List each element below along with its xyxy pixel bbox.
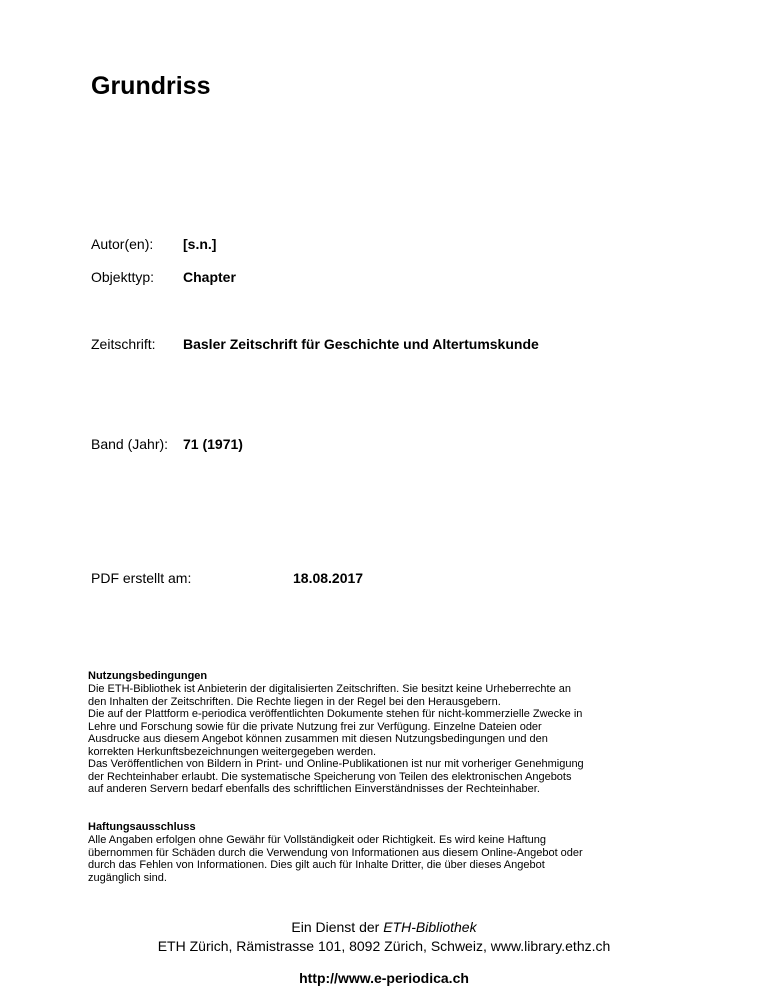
volume-value: 71 (1971) [183, 436, 243, 452]
library-address: ETH Zürich, Rämistrasse 101, 8092 Zürich, Schweiz, www.library.ethz.ch [157, 938, 611, 954]
volume-label: Band (Jahr): [91, 436, 169, 452]
usage-terms-line: auf anderen Servern bedarf ebenfalls des schriftlichen Einverständnisses der Rechteinhaber. [88, 783, 540, 795]
type-label: Objekttyp: [91, 269, 155, 285]
author-label: Autor(en): [91, 236, 154, 252]
usage-terms-line: der Rechteinhaber erlaubt. Die systematische Speicherung von Teilen des elektronischen Angebots [88, 770, 572, 783]
pdf-created-label: PDF erstellt am: [91, 570, 192, 586]
service-credit [0, 918, 768, 936]
service-library-name: ETH-Bibliothek [383, 919, 477, 935]
journal-label: Zeitschrift: [91, 336, 156, 352]
usage-terms-line: Das Veröffentlichen von Bildern in Print- und Online-Publikationen ist nur mit vorheriger Genehmigung [88, 758, 584, 770]
document-title: Grundriss [91, 72, 211, 100]
journal-value: Basler Zeitschrift für Geschichte und Altertumskunde [183, 336, 539, 352]
liability-section [88, 820, 688, 884]
service-prefix: Ein Dienst der [291, 919, 384, 935]
usage-terms-line: Die ETH-Bibliothek ist Anbieterin der digitalisierten Zeitschriften. Sie besitzt keine Urheberrechte an [88, 683, 572, 695]
usage-terms-line: Lehre und Forschung sowie für die private Nutzung frei zur Verfügung. Einzelne Dateien oder [88, 720, 542, 733]
liability-line: übernommen für Schäden durch die Verwendung von Informationen aus diesem Online-Angebot oder [88, 846, 583, 859]
usage-terms-line: korrekten Herkunftsbezeichnungen weitergegeben werden. [88, 745, 377, 758]
liability-heading: Haftungsausschluss [88, 821, 196, 833]
liability-line: durch das Fehlen von Informationen. Dies gilt auch für Inhalte Dritter, die über dieses Angebot [88, 859, 545, 871]
usage-terms-line: den Inhalten der Zeitschriften. Die Rechte liegen in der Regel bei den Herausgebern. [88, 695, 501, 708]
periodica-url-link[interactable]: http://www.e-periodica.ch [299, 970, 469, 986]
type-value: Chapter [183, 269, 236, 285]
usage-terms-heading: Nutzungsbedingungen [88, 670, 208, 682]
liability-line: Alle Angaben erfolgen ohne Gewähr für Vollständigkeit oder Richtigkeit. Es wird keine Haftung [88, 834, 546, 846]
liability-line: zugänglich sind. [88, 871, 167, 884]
usage-terms-section [88, 669, 688, 796]
usage-terms-line: Die auf der Plattform e-periodica veröffentlichten Dokumente stehen für nicht-kommerzielle Zwecke in [88, 708, 583, 720]
usage-terms-line: Ausdrucke aus diesem Angebot können zusammen mit diesen Nutzungsbedingungen und den [88, 733, 548, 745]
pdf-created-value: 18.08.2017 [293, 570, 364, 586]
author-value: [s.n.] [183, 236, 217, 252]
